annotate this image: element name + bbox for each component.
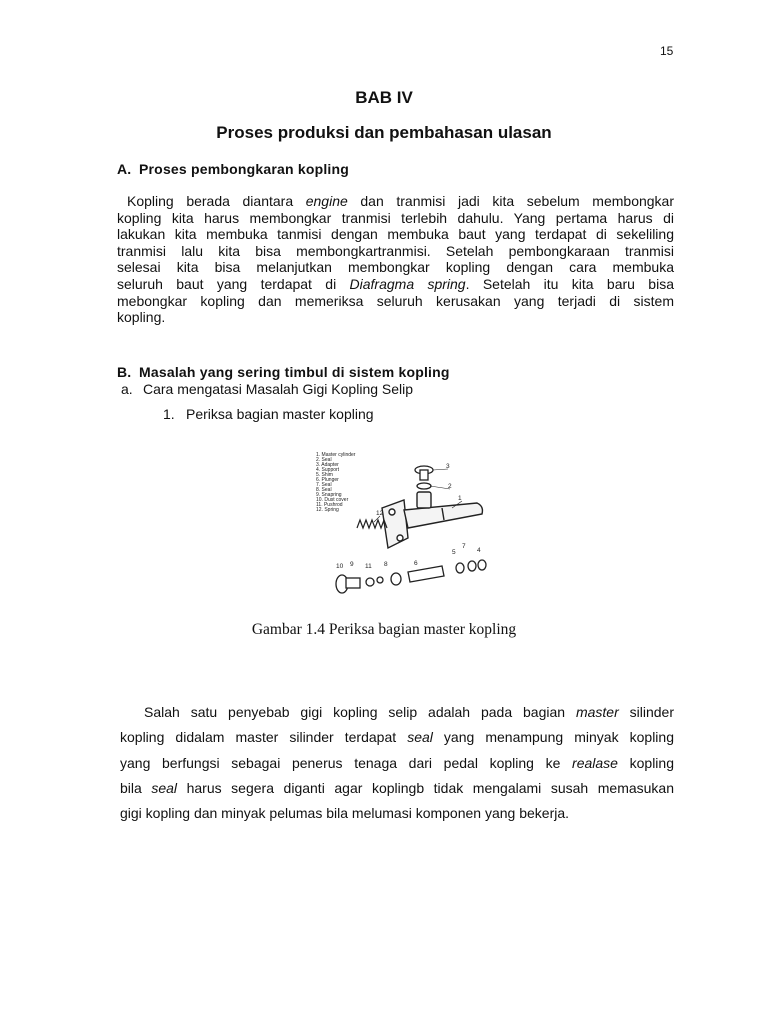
paragraph-line: gigi kopling dan minyak pelumas bila melumasi komponen yang bekerja. xyxy=(120,805,570,822)
section-b-title: Masalah yang sering timbul di sistem kopling xyxy=(139,364,450,380)
paragraph-line: kopling kita harus membongkar tranmisi terlebih dahulu. Yang pertama harus di xyxy=(117,209,674,226)
legend-item: 11. Pushrod xyxy=(316,502,343,508)
callout-6: 6 xyxy=(414,560,418,567)
callout-3: 3 xyxy=(446,463,450,470)
chapter-title: BAB IV xyxy=(355,88,413,107)
paragraph-line xyxy=(120,725,674,750)
page-number: 15 xyxy=(660,44,674,58)
paragraph-line: kopling. xyxy=(117,309,166,326)
text-run: dan tranmisi jadi kita sebelum membongkar xyxy=(347,193,675,209)
italic-term: seal xyxy=(151,779,178,796)
legend-item: 12. Spring xyxy=(316,507,339,513)
master-cylinder-diagram xyxy=(312,448,492,598)
callout-8: 8 xyxy=(384,561,388,568)
text-run: harus segera diganti agar koplingb tidak mengalami susah memasukan xyxy=(177,779,675,796)
legend-item: 4. Support xyxy=(316,467,340,473)
section-a-paragraph xyxy=(117,193,674,326)
paragraph-line: mebongkar kopling dan memeriksa seluruh kerusakan yang terjadi di sistem xyxy=(117,292,674,309)
italic-term: master xyxy=(575,704,619,720)
paragraph-line xyxy=(120,700,674,725)
callout-11: 11 xyxy=(365,563,372,570)
paragraph-line: selesai kita bisa melanjutkan membongkar kopling dengan cara membuka xyxy=(117,259,674,276)
callout-1: 1 xyxy=(458,495,462,502)
section-a-letter: A. xyxy=(117,161,132,177)
callout-7: 7 xyxy=(462,543,466,550)
subsection-a-text: Cara mengatasi Masalah Gigi Kopling Selip xyxy=(143,381,414,397)
subsection-a-marker: a. xyxy=(121,381,133,397)
section-b-paragraph xyxy=(120,700,674,826)
italic-term: engine xyxy=(305,193,348,209)
section-b-heading xyxy=(117,364,450,380)
section-a-heading xyxy=(117,161,349,177)
pushrod-parts xyxy=(336,560,486,593)
legend-item: 2. Seal xyxy=(316,457,332,463)
chapter-subtitle: Proses produksi dan pembahasan ulasan xyxy=(216,123,552,142)
legend-item: 9. Snapring xyxy=(316,492,342,498)
legend-item: 3. Adapter xyxy=(316,462,339,468)
paragraph-line: lakukan kita membuka tanmisi dengan membuka baut yang terdapat di sekeliling xyxy=(117,226,674,243)
callout-4: 4 xyxy=(477,547,481,554)
text-run: Kopling berada diantara xyxy=(127,193,306,209)
list-item-1-marker: 1. xyxy=(163,406,175,422)
italic-term: realase xyxy=(572,754,618,771)
adapter-part xyxy=(415,466,433,489)
paragraph-line: tranmisi lalu kita bisa membongkartranmisi. Setelah pembongkaraan tranmisi xyxy=(117,242,674,259)
text-run: kopling didalam master silinder terdapat xyxy=(120,729,408,746)
legend-item: 10. Dust cover xyxy=(316,497,349,503)
text-run: bila xyxy=(120,779,152,796)
paragraph-line xyxy=(120,776,674,801)
subsection-a xyxy=(121,381,413,397)
paragraph-line xyxy=(117,276,674,293)
text-run: yang berfungsi sebagai penerus tenaga dari pedal kopling ke xyxy=(120,754,573,771)
callout-12: 12 xyxy=(376,510,384,517)
section-a-title: Proses pembongkaran kopling xyxy=(139,161,349,177)
text-run: silinder xyxy=(618,704,674,720)
text-run: . Setelah itu kita baru bisa xyxy=(465,275,674,292)
paragraph-line xyxy=(117,193,674,210)
master-cylinder-body xyxy=(382,492,482,548)
callout-5: 5 xyxy=(452,549,456,556)
legend-item: 1. Master cylinder xyxy=(316,452,356,458)
list-item-1-text: Periksa bagian master kopling xyxy=(186,406,374,422)
section-b-letter: B. xyxy=(117,364,132,380)
figure-legend xyxy=(316,452,356,513)
figure-caption: Gambar 1.4 Periksa bagian master kopling xyxy=(251,621,517,638)
text-run: yang menampung minyak kopling xyxy=(432,729,674,746)
text-run: seluruh baut yang terdapat di xyxy=(117,275,350,292)
legend-item: 5. Shim xyxy=(316,472,333,478)
text-run: Salah satu penyebab gigi kopling selip adalah pada bagian xyxy=(144,704,576,720)
italic-term: Diafragma spring xyxy=(349,275,466,292)
callout-2: 2 xyxy=(448,483,452,490)
callout-10: 10 xyxy=(336,563,344,570)
legend-item: 6. Plunger xyxy=(316,477,339,483)
paragraph-line xyxy=(120,751,674,776)
italic-term: seal xyxy=(407,729,433,746)
text-run: kopling xyxy=(617,754,674,771)
callout-9: 9 xyxy=(350,561,354,568)
legend-item: 7. Seal xyxy=(316,482,332,488)
list-item-1 xyxy=(163,406,374,422)
spring-part xyxy=(357,520,387,528)
legend-item: 8. Seal xyxy=(316,487,332,493)
